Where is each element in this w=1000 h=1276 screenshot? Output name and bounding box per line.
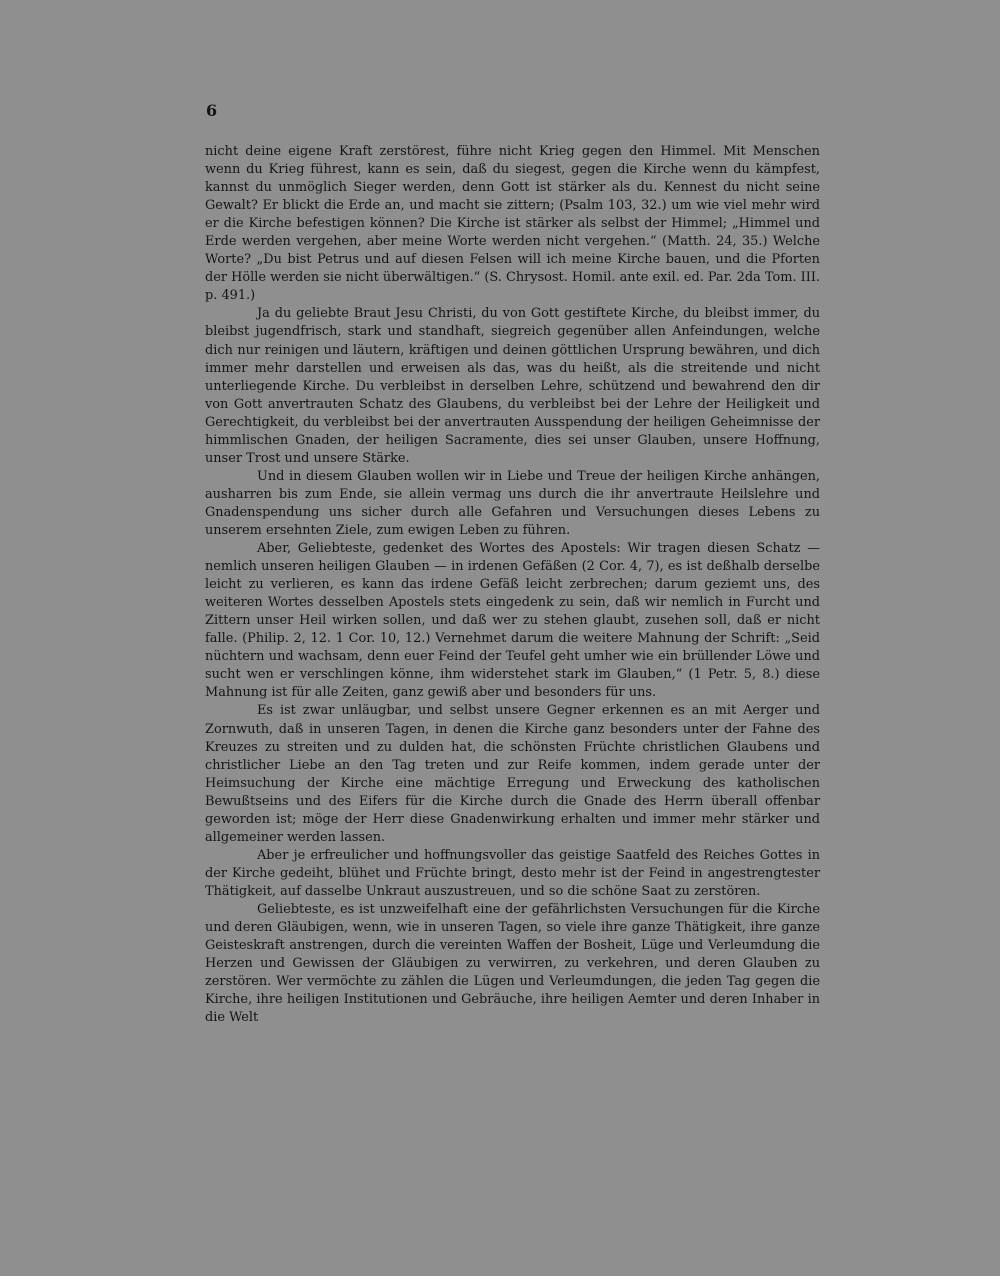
- paragraph-6: Aber je erfreulicher und hoffnungsvoller das geistige Saatfeld des Reiches Gottes in der Kirche gedeiht, blühet und Früchte bringt, desto mehr ist der Feind in angestrengtester Thätigkeit, auf dasselbe Unkraut auszustreuen, und so die schöne Saat zu zerstören.: [205, 847, 820, 899]
- paragraph-4: Aber, Geliebteste, gedenket des Wortes des Apostels: Wir tragen diesen Schatz — nemlich unseren heiligen Glauben — in irdenen Gefäßen (2 Cor. 4, 7), es ist deßhalb derselbe leicht zu verlieren, es kann das irdene Gefäß leicht zerbrechen; darum geziemt uns, des weiteren Wortes desselben Apostels stets eingedenk zu sein, daß wir nemlich in Furcht und Zittern unser Heil wirken sollen, und daß wer zu stehen glaubt, zusehen soll, daß er nicht falle. (Philip. 2, 12. 1 Cor. 10, 12.) Vernehmet darum die weitere Mahnung der Schrift: „Seid nüchtern und wachsam, denn euer Feind der Teufel geht umher wie ein brüllender Löwe und sucht wen er verschlingen könne, ihm widerstehet stark im Glauben,“ (1 Petr. 5, 8.) diese Mahnung ist für alle Zeiten, ganz gewiß aber und besonders für uns.: [205, 541, 820, 701]
- paragraph-2: Ja du geliebte Braut Jesu Christi, du von Gott gestiftete Kirche, du bleibst immer, du bleibst jugendfrisch, stark und standhaft, siegreich gegenüber allen Anfeindungen, welche dich nur reinigen und läutern, kräftigen und deinen göttlichen Ursprung bewähren, und dich immer mehr darstellen und erweisen als das, was du heißt, als die streitende und nicht unterliegende Kirche. Du verbleibst in derselben Lehre, schützend und bewahrend den dir von Gott anvertrauten Schatz des Glaubens, du verbleibst bei der Lehre der Heiligkeit und Gerechtigkeit, du verbleibst bei der anvertrauten Ausspendung der heiligen Geheimnisse der himmlischen Gnaden, der heiligen Sacramente, dies sei unser Glauben, unsere Hoffnung, unser Trost und unsere Stärke.: [205, 306, 820, 466]
- paragraph-7: Geliebteste, es ist unzweifelhaft eine der gefährlichsten Versuchungen für die Kirche und deren Gläubigen, wenn, wie in unseren Tagen, so viele ihre ganze Thätigkeit, ihre ganze Geisteskraft anstrengen, durch die vereinten Waffen der Bosheit, Lüge und Verleumdung die Herzen und Gewissen der Gläubigen zu verwirren, zu verkehren, und deren Glauben zu zerstören. Wer vermöchte zu zählen die Lügen und Verleumdungen, die jeden Tag gegen die Kirche, ihre heiligen Institutionen und Gebräuche, ihre heiligen Aemter und deren Inhaber in die Welt: [205, 901, 820, 1026]
- page-number: 6: [206, 101, 218, 120]
- paragraph-1: nicht deine eigene Kraft zerstörest, führe nicht Krieg gegen den Himmel. Mit Menschen wenn du Krieg führest, kann es sein, daß du siegest, gegen die Kirche wenn du kämpfest, kannst du unmöglich Sieger werden, denn Gott ist stärker als du. Kennest du nicht seine Gewalt? Er blickt die Erde an, und macht sie zittern; (Psalm 103, 32.) um wie viel mehr wird er die Kirche befestigen können? Die Kirche ist stärker als selbst der Himmel; „Himmel und Erde werden vergehen, aber meine Worte werden nicht vergehen.“ (Matth. 24, 35.) Welche Worte? „Du bist Petrus und auf diesen Felsen will ich meine Kirche bauen, und die Pforten der Hölle werden sie nicht überwältigen.“ (S. Chrysost. Homil. ante exil. ed. Par. 2da Tom. III. p. 491.): [205, 144, 821, 304]
- paragraph-3: Und in diesem Glauben wollen wir in Liebe und Treue der heiligen Kirche anhängen, ausharren bis zum Ende, sie allein vermag uns durch die ihr anvertraute Heilslehre und Gnadenspendung uns sicher durch alle Gefahren und Versuchungen dieses Lebens zu unserem ersehnten Ziele, zum ewigen Leben zu führen.: [205, 468, 820, 538]
- body-text: [205, 143, 820, 1027]
- paragraph-5: Es ist zwar unläugbar, und selbst unsere Gegner erkennen es an mit Aerger und Zornwuth, daß in unseren Tagen, in denen die Kirche ganz besonders unter der Fahne des Kreuzes zu streiten und zu dulden hat, die schönsten Früchte christlichen Glaubens und christlicher Liebe an den Tag treten und zur Reife kommen, indem gerade unter der Heimsuchung der Kirche eine mächtige Erregung und Erweckung des katholischen Bewußtseins und des Eifers für die Kirche durch die Gnade des Herrn überall offenbar geworden ist; möge der Herr diese Gnadenwirkung erhalten und immer mehr stärker und allgemeiner werden lassen.: [205, 703, 820, 845]
